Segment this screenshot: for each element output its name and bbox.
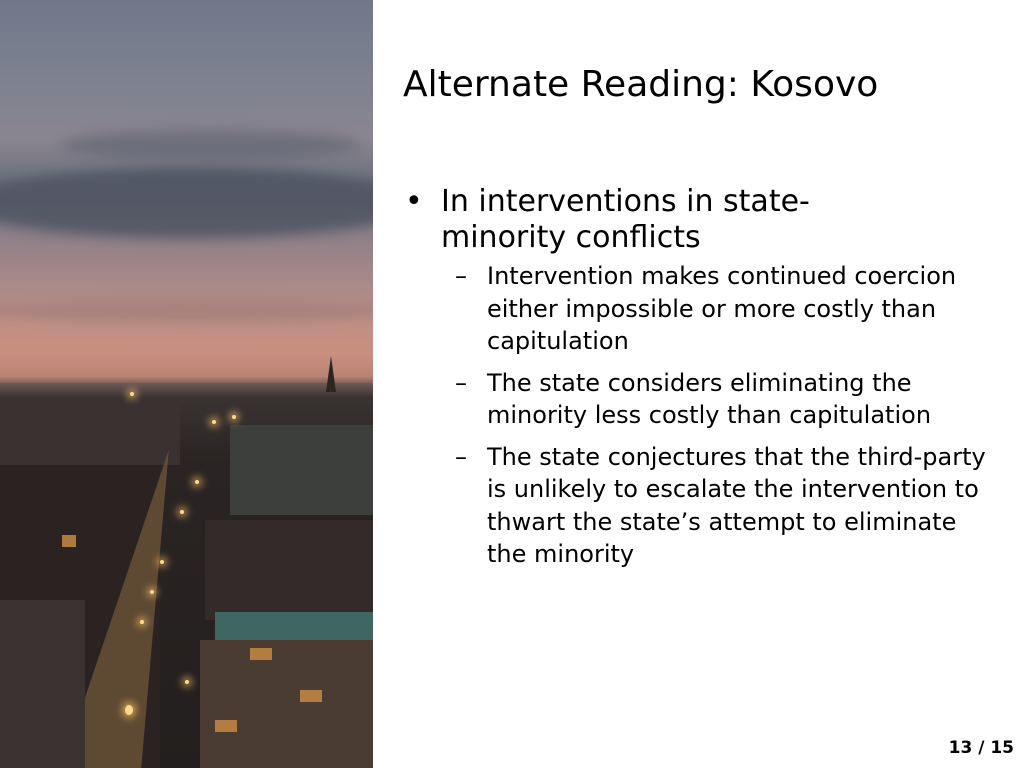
bullet-marker: • <box>405 184 423 219</box>
building <box>0 600 85 768</box>
building-roof <box>215 612 373 642</box>
sub-bullet-list <box>403 260 1003 571</box>
church-spire <box>326 356 336 392</box>
dash-marker: – <box>455 262 467 290</box>
cloud <box>0 300 373 322</box>
lit-window <box>215 720 237 732</box>
cloud <box>0 168 373 238</box>
city-light <box>130 392 134 396</box>
sub-bullet-text: The state considers eliminating the minority less costly than capitulation <box>487 368 932 429</box>
street-light <box>125 705 133 715</box>
building <box>230 425 373 515</box>
street-light <box>185 680 189 684</box>
dash-marker: – <box>455 368 467 397</box>
dash-marker: – <box>455 442 467 471</box>
street-light <box>150 590 154 594</box>
street-light <box>140 620 144 624</box>
street-light <box>180 510 184 514</box>
lit-window <box>62 535 76 547</box>
sub-bullet-item <box>403 260 1003 358</box>
bullet-item <box>403 184 911 256</box>
sub-bullet-text: The state conjectures that the third-party is unlikely to escalate the intervention to thwart the state’s attempt to eliminate the minority <box>487 442 986 568</box>
slide-title: Alternate Reading: Kosovo <box>403 64 879 105</box>
horizon <box>0 383 373 397</box>
city-light <box>212 420 216 424</box>
street-light <box>195 480 199 484</box>
sub-bullet-item <box>403 441 1003 571</box>
bullet-text: In interventions in state-minority conflicts <box>441 184 810 255</box>
city-light <box>232 415 236 419</box>
building <box>200 640 373 768</box>
lit-window <box>250 648 272 660</box>
building <box>205 520 373 620</box>
lit-window <box>300 690 322 702</box>
slide-content <box>403 184 1003 580</box>
cloud <box>60 130 360 160</box>
cityscape-photo <box>0 0 373 768</box>
street-light <box>160 560 164 564</box>
sub-bullet-text: Intervention makes continued coercion either impossible or more costly than capitulation <box>487 262 957 355</box>
sub-bullet-item <box>403 367 1003 432</box>
page-number: 13 / 15 <box>948 738 1014 758</box>
